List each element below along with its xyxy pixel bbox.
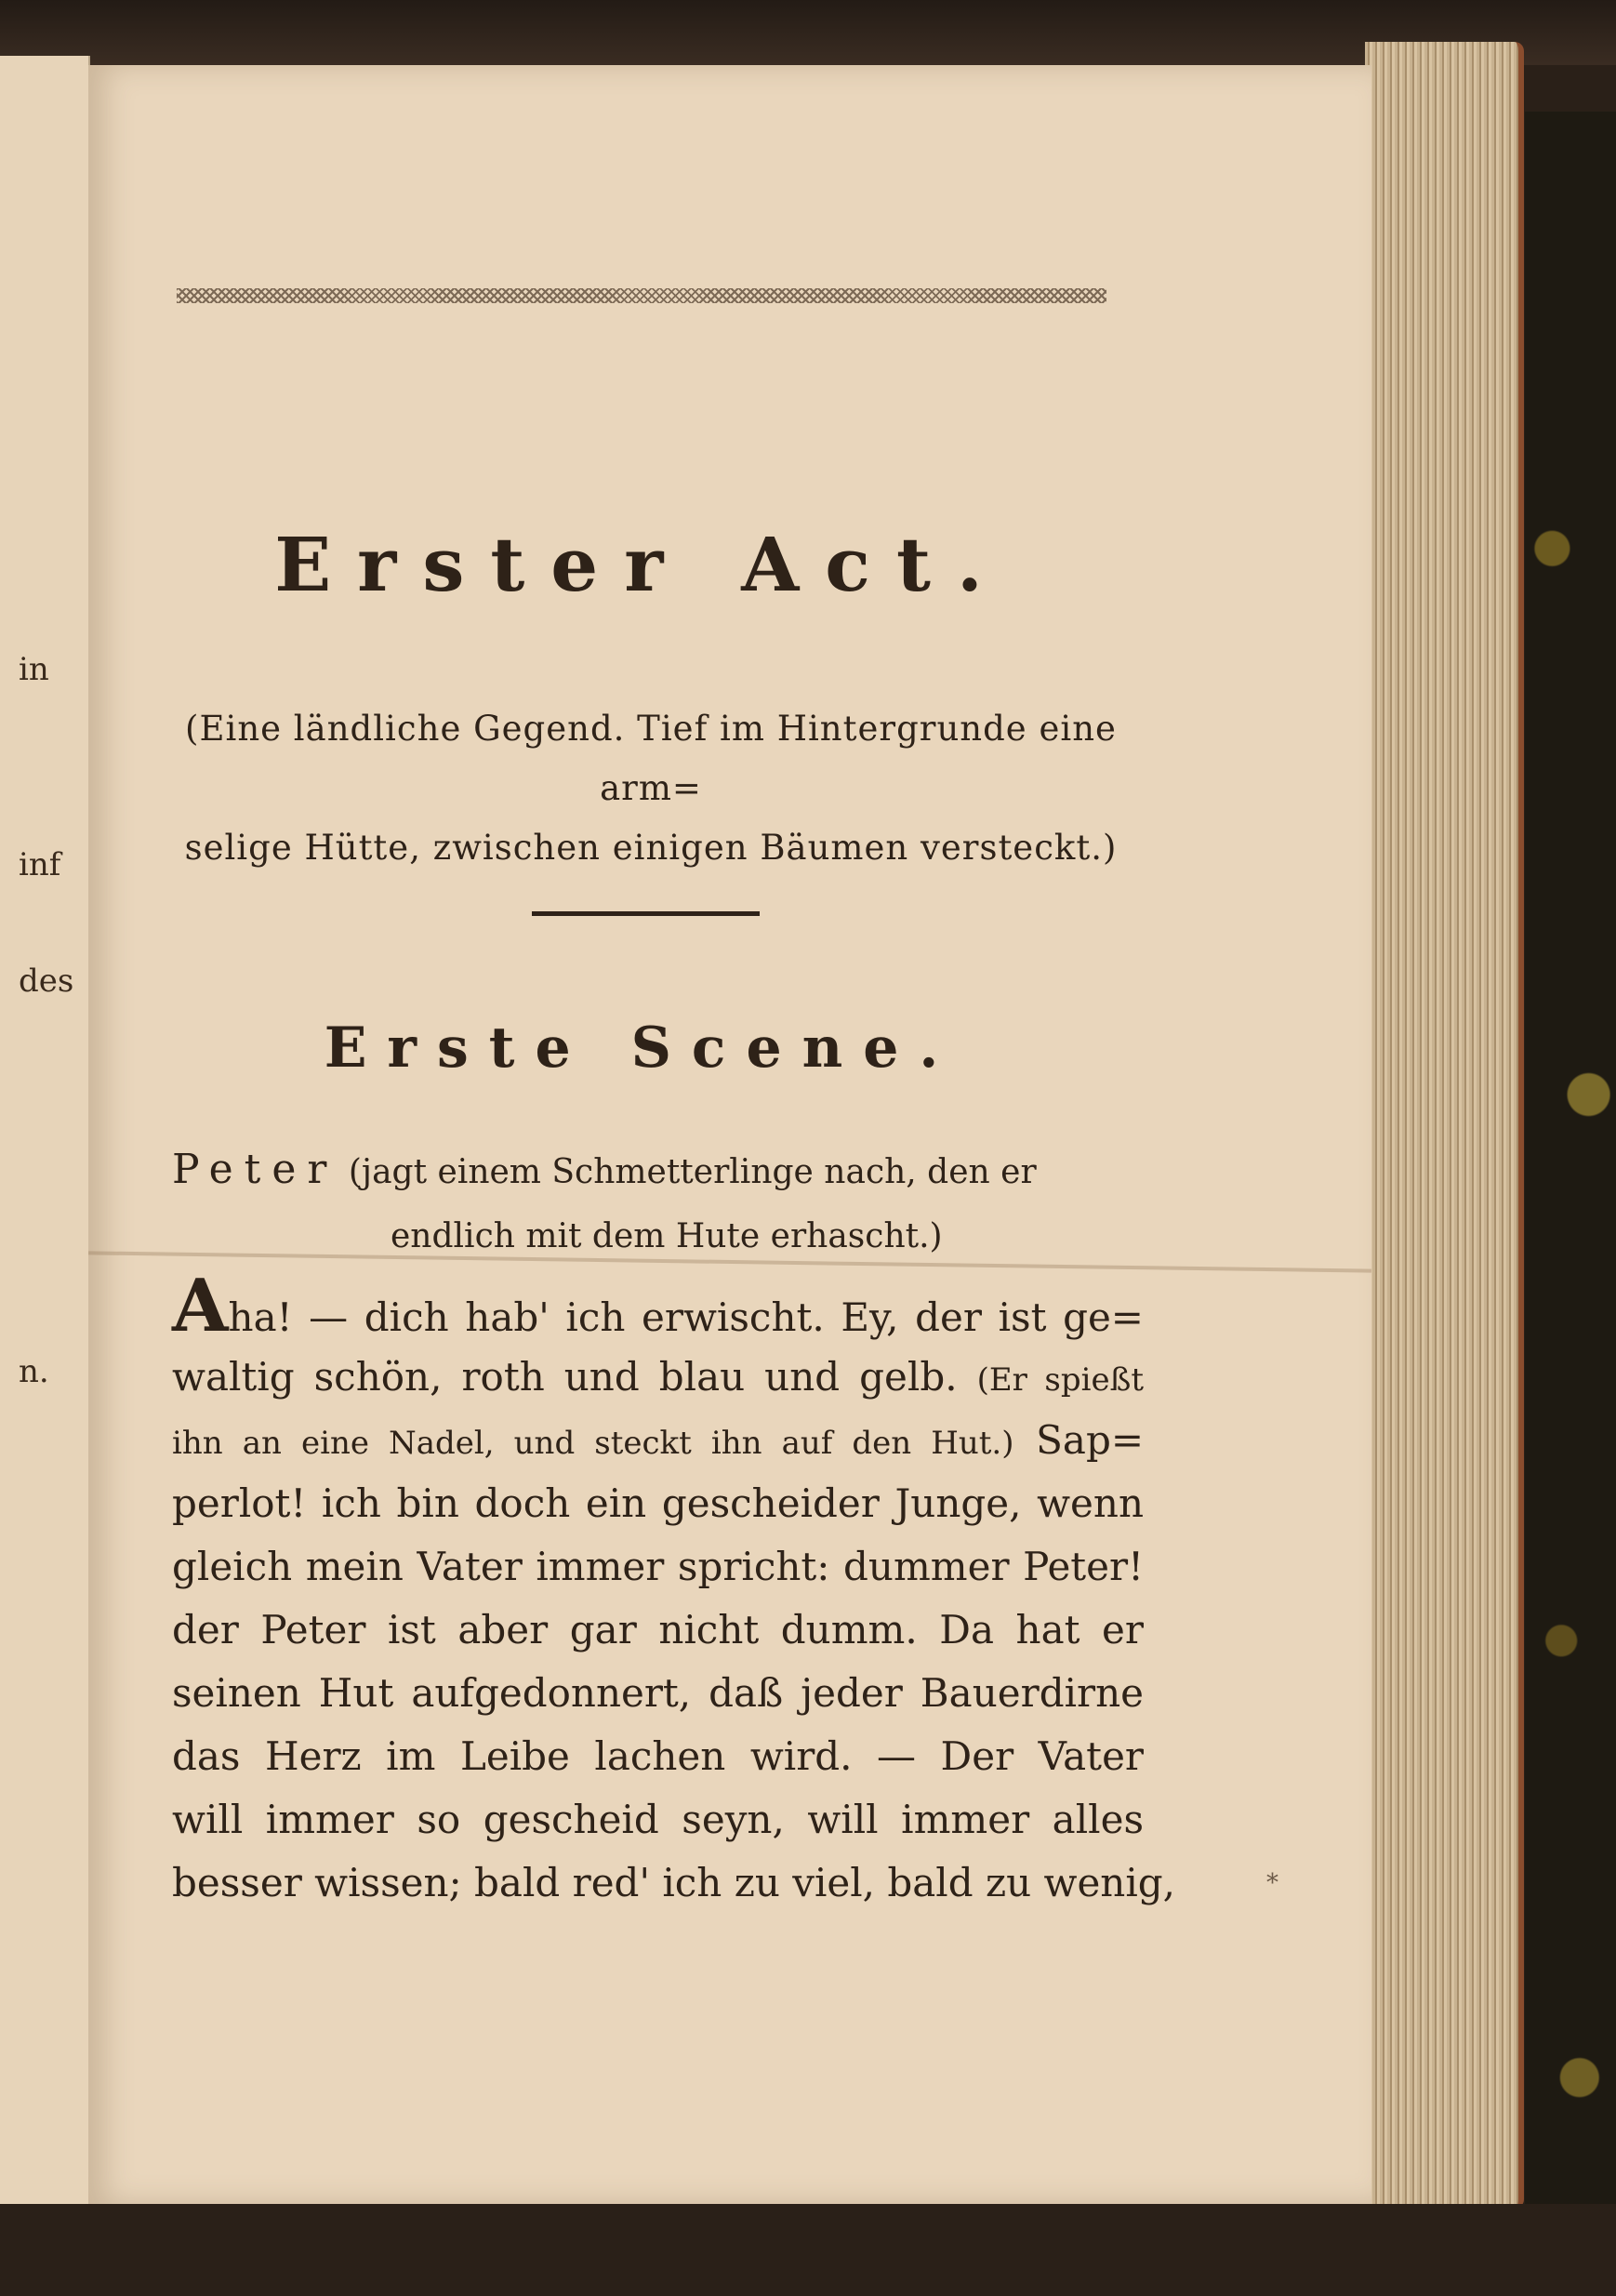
act-title: Erster Act.	[274, 521, 1009, 608]
stage-direction-line-2: selige Hütte, zwischen einigen Bäumen versteckt.)	[184, 828, 1118, 868]
left-fragment-1: in	[19, 651, 49, 688]
body-line-6: der Peter ist aber gar nicht dumm. Da hat er	[172, 1607, 1144, 1652]
body-line-2-direction: (Er spießt	[976, 1361, 1144, 1399]
catchword-mark: *	[1266, 1869, 1278, 1897]
body-line-1	[172, 1264, 1144, 1348]
stage-direction	[163, 699, 1139, 878]
ornamental-rule	[177, 288, 1106, 303]
body-line-1-text: ha! — dich hab' ich erwischt. Ey, der ist ge=	[228, 1294, 1144, 1340]
stage-direction-line-1: (Eine ländliche Gegend. Tief im Hintergrunde eine arm=	[185, 709, 1117, 808]
left-page	[0, 56, 90, 2204]
body-line-8: das Herz im Leibe lachen wird. — Der Vater	[172, 1733, 1144, 1779]
body-line-4: perlot! ich bin doch ein gescheider Junge, wenn	[172, 1480, 1144, 1526]
divider-rule	[532, 911, 760, 916]
body-line-3	[172, 1410, 1144, 1474]
body-line-2-text: waltig schön, roth und blau und gelb.	[172, 1354, 958, 1400]
body-line-9: will immer so gescheid seyn, will immer alles	[172, 1797, 1144, 1842]
body-line-3-direction: ihn an eine Nadel, und steckt ihn auf den Hut.)	[172, 1425, 1014, 1462]
speaker-direction-2: endlich mit dem Hute erhascht.)	[391, 1217, 943, 1255]
body-line-2	[172, 1347, 1144, 1411]
speaker-line	[172, 1142, 1144, 1201]
marbled-cover	[1525, 112, 1616, 2296]
page-edges	[1365, 42, 1524, 2209]
speaker-direction-1: (jagt einem Schmetterlinge nach, den er	[348, 1153, 1037, 1191]
left-fragment-3: des	[19, 962, 74, 1000]
body-line-3-text: Sap=	[1036, 1417, 1145, 1463]
bottom-shadow	[0, 2204, 1616, 2296]
scene-title: Erste Scene.	[324, 1015, 960, 1081]
body-line-5: gleich mein Vater immer spricht: dummer Peter!	[172, 1544, 1144, 1589]
speaker-name: Peter	[172, 1146, 338, 1193]
left-fragment-4: n.	[19, 1353, 49, 1390]
left-fragment-2: inf	[19, 846, 61, 883]
drop-initial: A	[172, 1264, 229, 1348]
body-line-7: seinen Hut aufgedonnert, daß jeder Bauerdirne	[172, 1670, 1144, 1716]
body-line-10: besser wissen; bald red' ich zu viel, bald zu wenig,	[172, 1860, 1176, 1905]
